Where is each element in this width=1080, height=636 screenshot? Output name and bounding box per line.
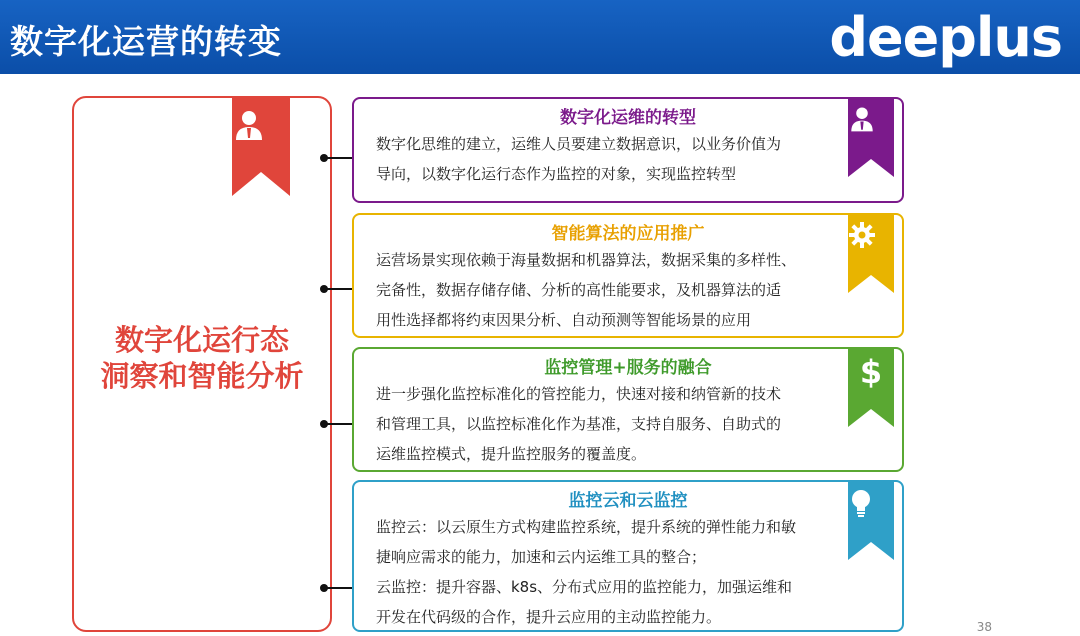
lightbulb-icon [848,488,894,518]
card-line: 云监控：提升容器、k8s、分布式应用的监控能力，加强运维和 [376,578,793,596]
left-summary-panel [72,96,332,632]
card-ribbon [848,99,906,177]
left-line-2: 洞察和智能分析 [100,359,304,393]
left-line-1: 数字化运行态 [114,323,289,357]
card-line: 和管理工具，以监控标准化作为基准，支持自服务、自助式的 [376,415,782,433]
connector-4 [324,587,354,589]
page-number: 38 [976,620,992,634]
connector-3 [324,423,354,425]
page-title: 数字化运营的转变 [10,22,282,61]
connector-2 [324,288,354,290]
card-ribbon [848,349,906,427]
card-title: 数字化运维的转型 [560,108,696,128]
left-ribbon [232,98,290,196]
card-line: 监控云：以云原生方式构建监控系统，提升系统的弹性能力和敏 [376,518,797,536]
card-title: 监控管理+服务的融合 [544,358,712,378]
card-smart-algorithms [352,213,904,338]
connector-1 [324,157,354,159]
card-ribbon [848,215,906,293]
connector-dot-4 [320,584,328,592]
card-line: 完备性，数据存储存储、分析的高性能要求，及机器算法的适 [376,281,782,299]
card-title: 智能算法的应用推广 [551,224,705,244]
card-line: 运营场景实现依赖于海量数据和机器算法，数据采集的多样性、 [376,251,797,269]
gear-icon [848,221,894,249]
card-title: 监控云和云监控 [568,491,688,511]
person-icon [848,105,894,133]
header-bar [0,0,1080,74]
person-icon [232,108,290,142]
card-line: 运维监控模式，提升监控服务的覆盖度。 [376,445,647,463]
card-line: 数字化思维的建立，运维人员要建立数据意识，以业务价值为 [376,135,782,153]
card-ribbon [848,482,906,560]
card-body [376,129,854,189]
connector-dot-3 [320,420,328,428]
card-line: 捷响应需求的能力，加速和云内运维工具的整合； [376,548,707,566]
connector-dot-2 [320,285,328,293]
card-line: 用性选择都将约束因果分析、自动预测等智能场景的应用 [376,311,752,329]
card-body [376,245,854,335]
card-cloud-monitoring [352,480,904,632]
deeplus-logo: deeplus [829,6,1062,69]
connector-dot-1 [320,154,328,162]
card-body [376,512,854,632]
left-summary-text [74,322,330,394]
card-digital-ops [352,97,904,203]
card-line: 导向，以数字化运行态作为监控的对象，实现监控转型 [376,165,737,183]
card-body [376,379,854,469]
card-monitoring-service [352,347,904,472]
card-line: 进一步强化监控标准化的管控能力，快速对接和纳管新的技术 [376,385,782,403]
card-line: 开发在代码级的合作，提升云应用的主动监控能力。 [376,608,722,626]
dollar-icon: $ [859,353,883,391]
